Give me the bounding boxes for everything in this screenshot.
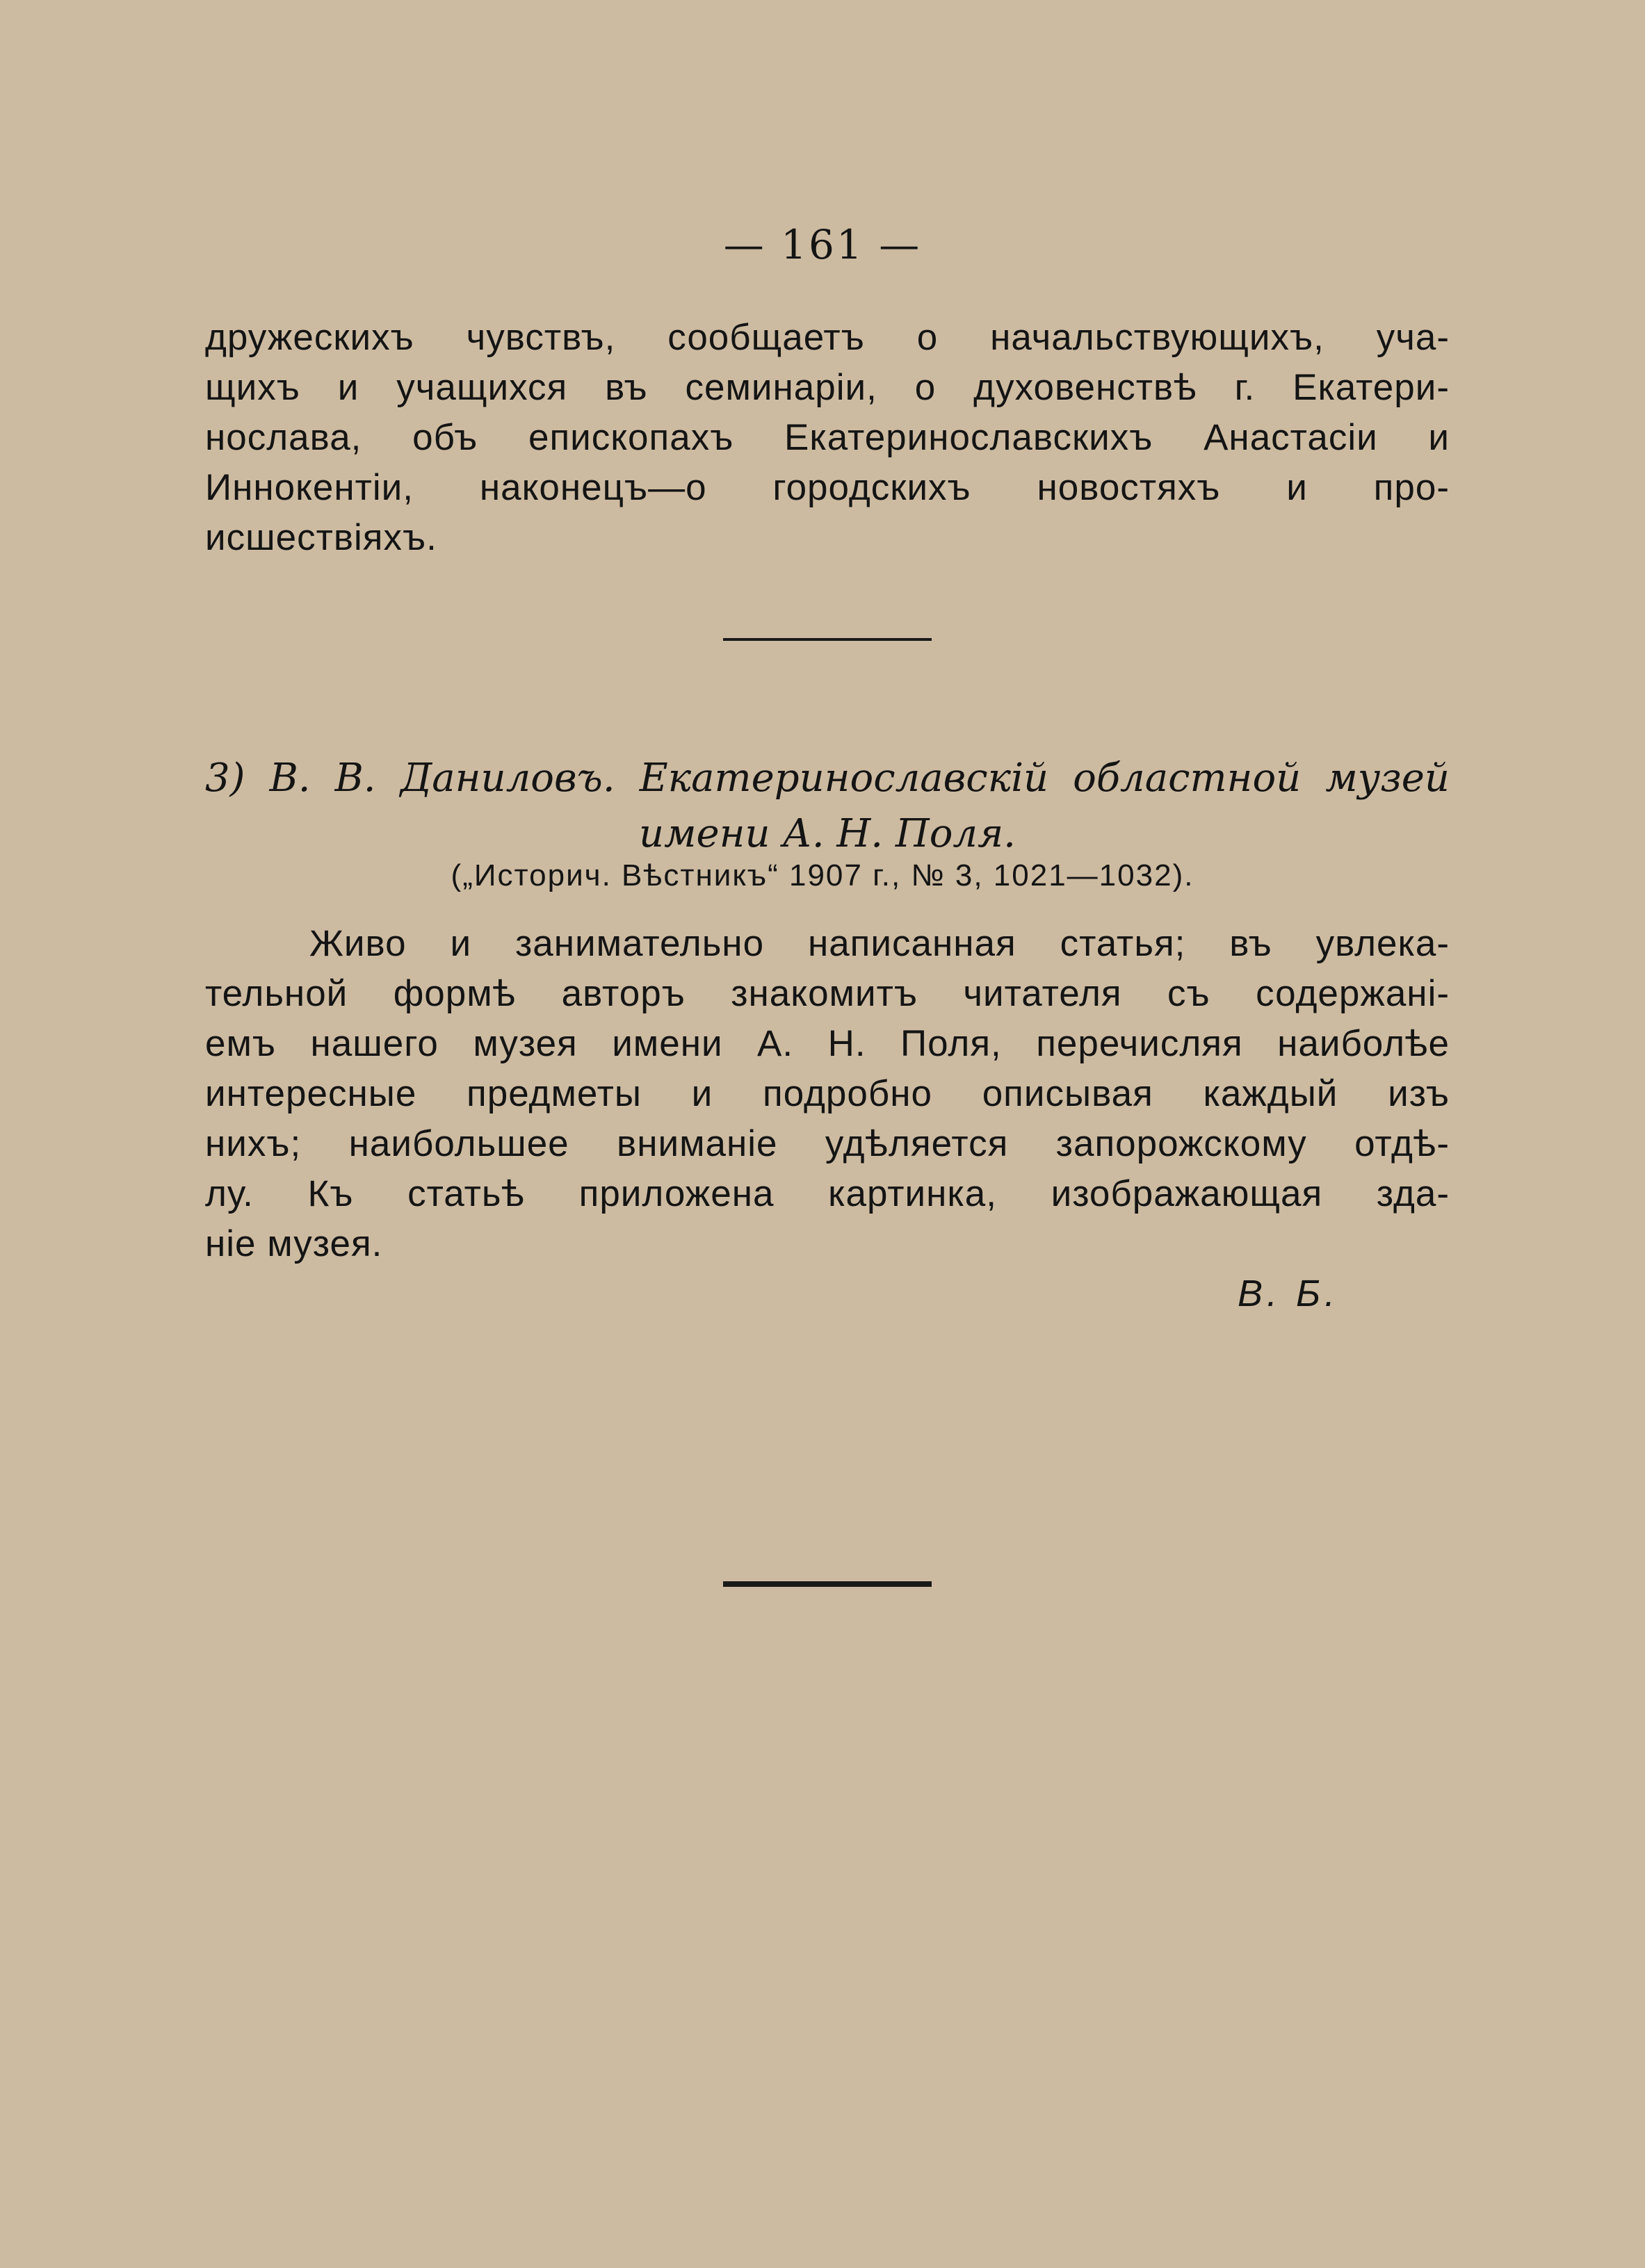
text-line: ніе музея.: [205, 1223, 383, 1264]
reviewer-signature: В. Б.: [1238, 1273, 1340, 1314]
text-line: щихъ и учащихся въ семинаріи, о духовенствѣ г. Екатери-: [205, 367, 1450, 408]
text-line: исшествіяхъ.: [205, 517, 437, 558]
review-paragraph: [205, 919, 1450, 1269]
text-line: нихъ; наибольшее вниманіе удѣляется запорожскому отдѣ-: [205, 1123, 1450, 1164]
text-line: дружескихъ чувствъ, сообщаетъ о начальствующихъ, уча-: [205, 317, 1450, 358]
page-number: — 161 —: [723, 221, 922, 268]
text-line: Живо и занимательно написанная статья; въ увлека-: [309, 923, 1450, 964]
text-line: лу. Къ статьѣ приложена картинка, изображающая зда-: [205, 1173, 1450, 1214]
text-line: тельной формѣ авторъ знакомитъ читателя съ содержані-: [205, 973, 1450, 1014]
text-line: емъ нашего музея имени А. Н. Поля, перечисляя наиболѣе: [205, 1023, 1450, 1064]
heading-line: имени А. Н. Поля.: [639, 811, 1016, 856]
source-citation: („Историч. Вѣстникъ“ 1907 г., № 3, 1021—1032).: [451, 858, 1194, 892]
text-line: нослава, объ епископахъ Екатеринославскихъ Анастасіи и: [205, 417, 1450, 458]
text-line: интересные предметы и подробно описывая каждый изъ: [205, 1073, 1450, 1114]
section-divider: [723, 638, 932, 641]
heading-line: 3) В. В. Даниловъ. Екатеринославскій областной музей: [205, 756, 1450, 801]
paragraph-continued: [205, 313, 1450, 563]
text-line: Иннокентіи, наконецъ—о городскихъ новостяхъ и про-: [205, 467, 1450, 508]
end-divider: [723, 1581, 932, 1587]
review-heading: [205, 751, 1450, 862]
